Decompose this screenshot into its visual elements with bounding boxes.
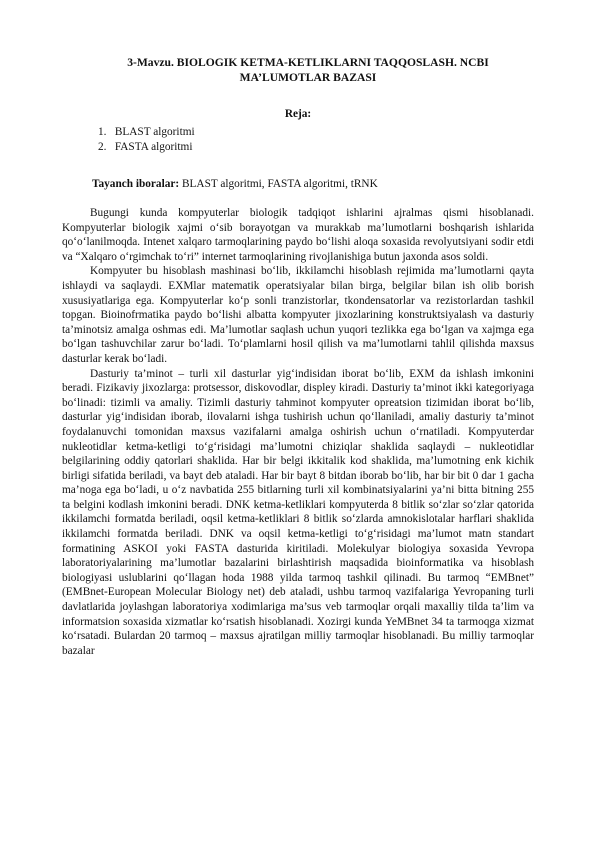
plan-item-number: 2. xyxy=(98,141,107,153)
title-line-2: MA’LUMOTLAR BAZASI xyxy=(239,70,377,84)
plan-item-text: FASTA algoritmi xyxy=(114,141,193,153)
plan-item-text: BLAST algoritmi xyxy=(114,126,195,138)
keywords-line xyxy=(92,177,378,192)
keywords-text: BLAST algoritmi, FASTA algoritmi, tRNK xyxy=(179,178,378,190)
plan-heading: Reja: xyxy=(284,108,312,120)
plan-list xyxy=(98,125,195,155)
page-title xyxy=(70,56,546,85)
plan-item xyxy=(98,140,195,155)
body-text xyxy=(62,206,534,658)
title-line-1: 3-Mavzu. BIOLOGIK KETMA-KETLIKLARNI TAQQOSLASH. NCBI xyxy=(127,56,489,69)
paragraph: Dasturiy ta’minot – turli xil dasturlar yig‘indisidan iborat bo‘lib, EXM da ishlash imkonini beradi. Fizikaviy jixozlarga: protsessor, diskovodlar, displey kiradi. Dasturiy ta’minot ikki kategoriyaga bo‘linadi: tizimli va amaliy. Tizimli dasturiy tahminot kompyuter opreatsion tizimidan iborat bo‘lib, dasturlar yig‘indisidan iborab, ilovalarni ishga tushirish uchun qo‘llaniladi, amaliy dasturiy ta’minot foydalanuvchi tomonidan maxsus vazifalarni amalga oshirish uchun o‘rnatiladi. Kompyuterdar nukleotidlar ketma-ketligi to‘g‘risidagi ma’lumotni chiziqlar shaklida saqlaydi – nukleotidlar belgilarining oddiy qatorlari shaklida. Har bir belgi ikkitalik kod shaklida, ma’lumotning enk kichik birligi sifatida beriladi, va bayt deb ataladi. Har bir bayt 8 bitdan iborab bo‘lib, har bir bit 0 dar 1 gacha ma’noga ega bo‘ladi, u o‘z navbatida 255 bitlarning turli xil kombinatsiyalarini ya’ni bitta bitning 255 ta belgini kodlash imkonini beradi. DNK ketma-ketliklari kompyuterda 8 bitlik so‘zlar so‘zlar qatorida ikkilamchi formatda beriladi, oqsil ketma-ketliklari 8 bitlik so‘zlarda amnokislotalar harflari shaklida ikkilamchi formatda beriladi. DNK va oqsil ketma-ketligi to‘g‘risidagi ma’lumot matn standart formatining ASKOI yoki FASTA dasturida kiritiladi. Molekulyar biologiya soxasida Yevropa laboratoriyalarining ma’lumotlar bazalarini birlashtirish maqsadida bioinformatika va hisoblash biologiyasi uslublarini qo‘llagan hoda 1988 yilda tarmoq tashkil qilinadi. Bu tarmoq “EMBnet” (EMBnet-European Molecular Biology net) deb ataladi, ushbu tarmoq vazifalariga Yevropaning turli davlatlarida joylashgan laboratoriya xodimlariga ma’sus veb tarmoqlar orqali maxalliy tilda ta’lim va informatsion soxasida xizmatlar ko‘rsatish hisoblanadi. Xozirgi kunda YeMBnet 34 ta tarmoqga xizmat ko‘rsatadi. Bulardan 20 tarmoq – maxsus ajratilgan milliy tarmoqlar hisoblanadi. Bu milliy tarmoqlar bazalar xyxy=(62,367,534,657)
keywords-label: Tayanch iboralar: xyxy=(92,178,180,190)
paragraph: Kompyuter bu hisoblash mashinasi bo‘lib, ikkilamchi hisoblash rejimida ma’lumotlarni qayta ishlaydi va saqlaydi. EXMlar matematik operatsiyalar bilan birga, belgilar bilan ish olib borish xususiyatlariga ega. Kompyuterlar ko‘p sonli tranzistorlar, tkondensatorlar va rezistorlardan tashkil topgan. Bioinofrmatika paydo bo‘lishi albatta kompyuter jixozlarining konstruktsiyalash va dasturiy ta’minotsiz amalga oshmas edi. Ma’lumotlar saqlash uchun yuqori tezlikka ega bo‘lgan va xajmga ega bo‘lgan tashuvchilar zarur bo‘ladi. To‘plamlarni hosil qilish va ma’lumotlarni tahlil qilishda maxsus dasturlar kerak bo‘ladi. xyxy=(62,265,534,365)
plan-item xyxy=(98,125,195,140)
paragraph: Bugungi kunda kompyuterlar biologik tadqiqot ishlarini ajralmas qismi hisoblanadi. Kompyuterlar biologik xajmi o‘sib borayotgan va murakkab ma’lumotlarni boshqarish ishlarida qo‘o‘lanilmoqda. Intenet xalqaro tarmoqlarining paydo bo‘lishi aloqa soxasida revolyutsiyani sodir etdi va “Xalqaro o‘rgimchak to‘ri” internet tarmoqlarining rivojlanishiga butun jaxonda asos soldi. xyxy=(62,207,534,263)
plan-item-number: 1. xyxy=(98,126,107,138)
